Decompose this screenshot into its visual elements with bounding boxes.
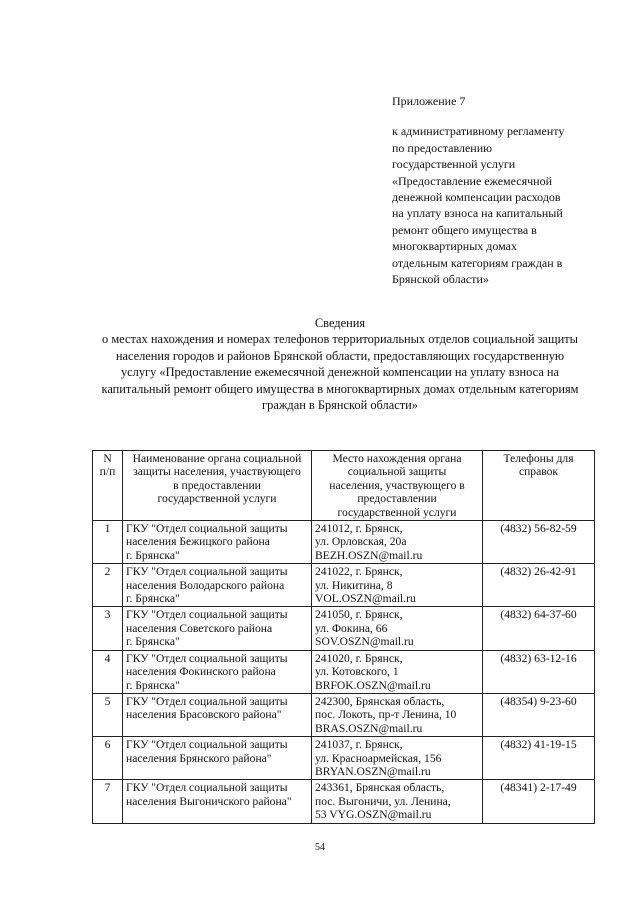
location-line: 241022, г. Брянск, xyxy=(315,565,403,579)
appendix-line: денежной компенсации расходов xyxy=(392,190,561,205)
header-line: предоставлении xyxy=(357,492,437,506)
location-line: 241012, г. Брянск, xyxy=(315,522,403,536)
organization-cell xyxy=(123,521,312,564)
organization-cell xyxy=(123,650,312,693)
location-line: VOL.OSZN@mail.ru xyxy=(315,592,416,606)
location-line: ул. Фокина, 66 xyxy=(315,621,388,635)
location-cell xyxy=(312,521,483,564)
location-cell xyxy=(312,693,483,736)
location-line: BEZH.OSZN@mail.ru xyxy=(315,548,423,562)
table-row xyxy=(93,650,595,693)
location-line: ул. Орловская, 20а xyxy=(315,535,407,549)
location-cell xyxy=(312,780,483,823)
header-line: N xyxy=(103,452,112,465)
row-number: 4 xyxy=(93,650,123,693)
row-number: 3 xyxy=(93,607,123,650)
appendix-line: на уплату взноса на капитальный xyxy=(392,206,563,221)
location-line: BRAS.OSZN@mail.ru xyxy=(315,721,423,735)
location-line: BRFOK.OSZN@mail.ru xyxy=(315,678,431,692)
organization-line: населения Бежицкого района xyxy=(126,535,270,549)
appendix-line: ремонт общего имущества в xyxy=(392,222,537,237)
appendix-line: к административному регламенту xyxy=(392,124,565,139)
organization-line: ГКУ "Отдел социальной защиты xyxy=(126,738,288,752)
organization-line: населения Выгоничского района" xyxy=(126,794,292,808)
organization-cell xyxy=(123,737,312,780)
location-line: 243361, Брянская область, xyxy=(315,781,445,795)
organization-line: населения Брасовского района" xyxy=(126,708,282,722)
heading-line: населения городов и районов Брянской области, предоставляющих государственную xyxy=(115,348,565,363)
location-line: 242300, Брянская область, xyxy=(315,694,445,708)
organization-line: г. Брянска" xyxy=(126,678,180,692)
table-row xyxy=(93,737,595,780)
phone-cell: (48354) 9-23-60 xyxy=(483,693,595,736)
organization-cell xyxy=(123,564,312,607)
organization-line: ГКУ "Отдел социальной защиты xyxy=(126,694,288,708)
heading-line: о местах нахождения и номерах телефонов территориальных отделов социальной защиты xyxy=(102,332,578,347)
row-number: 2 xyxy=(93,564,123,607)
organization-line: населения Советского района xyxy=(126,621,273,635)
location-line: 241020, г. Брянск, xyxy=(315,651,403,665)
offices-table xyxy=(92,450,595,824)
phone-cell: (48341) 2-17-49 xyxy=(483,780,595,823)
organization-line: ГКУ "Отдел социальной защиты xyxy=(126,781,288,795)
header-line: Место нахождения органа xyxy=(332,452,462,465)
row-number: 7 xyxy=(93,780,123,823)
location-line: ул. Котовского, 1 xyxy=(315,665,399,679)
appendix-title: Приложение 7 xyxy=(392,94,466,108)
organization-line: ГКУ "Отдел социальной защиты xyxy=(126,565,288,579)
header-line: государственной услуги xyxy=(157,492,277,506)
heading-line: капитальный ремонт общего имущества в многоквартирных домах отдельным категориям xyxy=(101,381,579,396)
table-row xyxy=(93,693,595,736)
phone-cell: (4832) 63-12-16 xyxy=(483,650,595,693)
header-line: социальной защиты xyxy=(347,465,447,479)
organization-line: населения Фокинского района xyxy=(126,665,276,679)
row-number: 1 xyxy=(93,521,123,564)
phone-cell: (4832) 26-42-91 xyxy=(483,564,595,607)
header-line: в предоставлении xyxy=(173,478,261,492)
page-number: 54 xyxy=(315,842,325,853)
row-number: 5 xyxy=(93,693,123,736)
phone-cell: (4832) 56-82-59 xyxy=(483,521,595,564)
location-cell xyxy=(312,607,483,650)
heading-title: Сведения xyxy=(314,316,366,330)
row-number: 6 xyxy=(93,737,123,780)
location-line: пос. Выгоничи, ул. Ленина, xyxy=(315,794,451,808)
appendix-line: отдельным категориям граждан в xyxy=(392,255,563,270)
header-line: населения, участвующего в xyxy=(329,478,465,492)
header-line: справок xyxy=(518,465,559,479)
location-line: SOV.OSZN@mail.ru xyxy=(315,635,414,649)
organization-line: г. Брянска" xyxy=(126,635,180,649)
appendix-line: по предоставлению xyxy=(392,140,493,155)
header-phones xyxy=(483,451,595,521)
table-row xyxy=(93,564,595,607)
header-line: Телефоны для xyxy=(503,452,574,465)
phone-cell: (4832) 41-19-15 xyxy=(483,737,595,780)
location-line: BRYAN.OSZN@mail.ru xyxy=(315,764,431,778)
appendix-line: многоквартирных домах xyxy=(392,239,518,254)
header-line: защиты населения, участвующего xyxy=(133,465,301,479)
header-location xyxy=(312,451,483,521)
location-line: 241037, г. Брянск, xyxy=(315,738,403,752)
organization-line: населения Володарского района xyxy=(126,578,285,592)
location-line: ул. Никитина, 8 xyxy=(315,578,393,592)
header-organization xyxy=(123,451,312,521)
header-line: Наименование органа социальной xyxy=(132,452,302,465)
location-line: пос. Локоть, пр-т Ленина, 10 xyxy=(315,708,457,722)
phone-cell: (4832) 64-37-60 xyxy=(483,607,595,650)
appendix-block xyxy=(392,93,602,287)
table-row xyxy=(93,521,595,564)
header-line: п/п xyxy=(99,465,116,479)
appendix-line: «Предоставление ежемесячной xyxy=(392,173,553,188)
heading-line: граждан в Брянской области» xyxy=(262,398,418,413)
document-heading xyxy=(60,315,620,413)
organization-line: г. Брянска" xyxy=(126,548,180,562)
location-line: 53 VYG.OSZN@mail.ru xyxy=(315,808,432,822)
location-line: 241050, г. Брянск, xyxy=(315,608,403,622)
appendix-line: Брянской области» xyxy=(392,272,489,287)
appendix-line: государственной услуги xyxy=(392,157,516,172)
location-cell xyxy=(312,737,483,780)
organization-line: г. Брянска" xyxy=(126,592,180,606)
organization-cell xyxy=(123,607,312,650)
organization-line: населения Брянского района" xyxy=(126,751,272,765)
table-row xyxy=(93,607,595,650)
location-cell xyxy=(312,650,483,693)
header-number xyxy=(93,451,123,521)
organization-line: ГКУ "Отдел социальной защиты xyxy=(126,608,288,622)
heading-line: услугу «Предоставление ежемесячной денежной компенсации на уплату взноса на xyxy=(120,365,560,380)
organization-cell xyxy=(123,780,312,823)
table-header-row xyxy=(93,451,595,521)
location-cell xyxy=(312,564,483,607)
organization-line: ГКУ "Отдел социальной защиты xyxy=(126,522,288,536)
header-line: государственной услуги xyxy=(337,505,457,519)
table-body xyxy=(93,521,595,824)
organization-cell xyxy=(123,693,312,736)
table-row xyxy=(93,780,595,823)
location-line: ул. Красноармейская, 156 xyxy=(315,751,442,765)
organization-line: ГКУ "Отдел социальной защиты xyxy=(126,651,288,665)
